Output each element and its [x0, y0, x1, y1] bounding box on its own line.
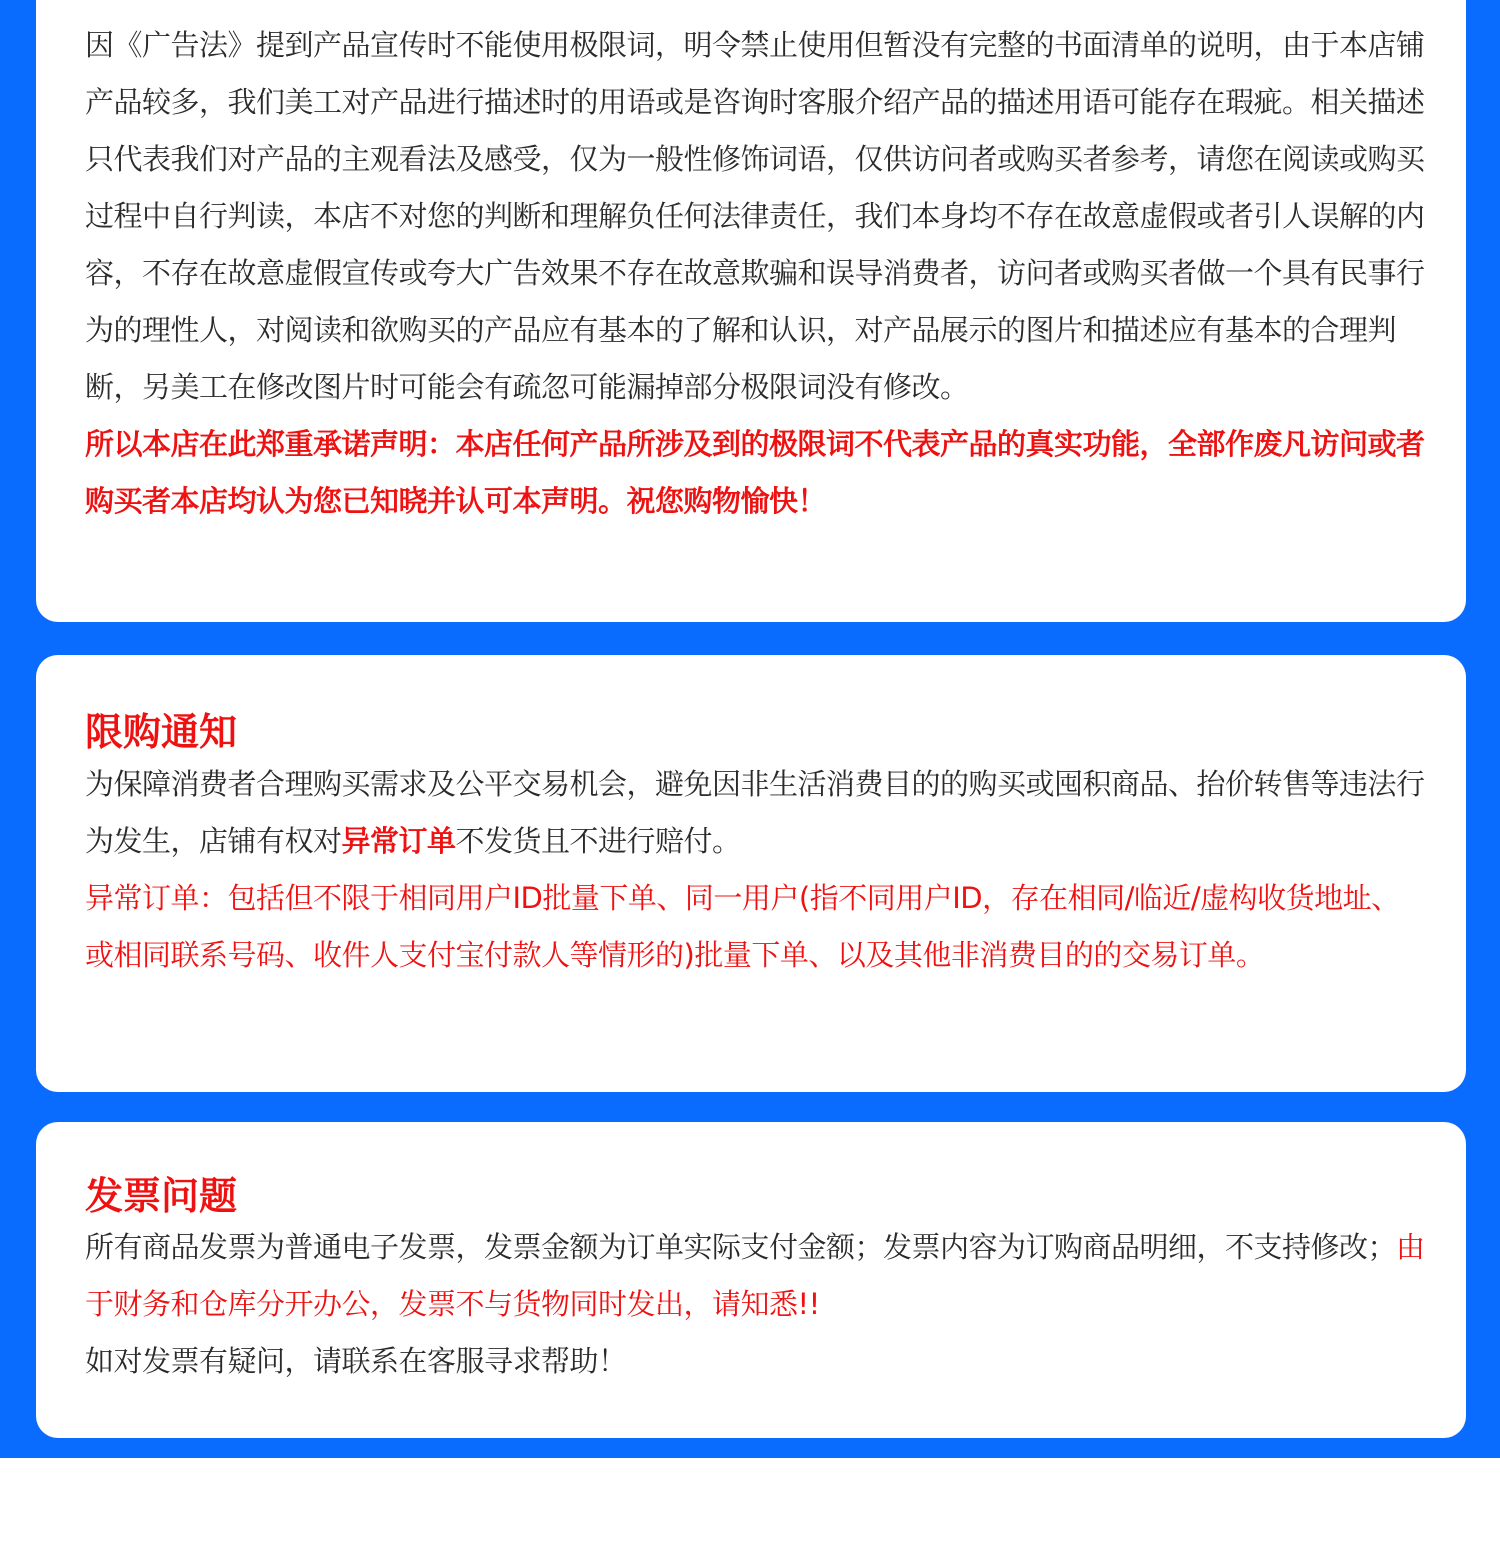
limit-words-body [85, 17, 1428, 530]
abnormal-order-note: 异常订单：包括但不限于相同用户ID批量下单、同一用户(指不同用户ID，存在相同/临近/虚构收货地址、或相同联系号码、收件人支付宝付款人等情形的)批量下单、以及其他非消费目的的交易订单。 [85, 881, 1400, 972]
invoice-help: 如对发票有疑问，请联系在客服寻求帮助！ [85, 1344, 627, 1378]
invoice-paragraph [85, 1219, 1428, 1333]
purchase-limit-paragraph [85, 756, 1428, 870]
invoice-title: 发票问题 [85, 1174, 238, 1218]
purchase-limit-paragraph-after: 不发货且不进行赔付。 [455, 824, 741, 858]
limit-words-statement: 所以本店在此郑重承诺声明：本店任何产品所涉及到的极限词不代表产品的真实功能，全部作废凡访问或者购买者本店均认为您已知晓并认可本声明。祝您购物愉快！ [85, 427, 1425, 518]
invoice-card [36, 1122, 1466, 1438]
purchase-limit-paragraph-before: 为保障消费者合理购买需求及公平交易机会，避免因非生活消费目的的购买或囤积商品、抬价转售等违法行为发生，店铺有权对 [85, 767, 1425, 858]
invoice-highlight: 由于财务和仓库分开办公，发票不与货物同时发出，请知悉!! [85, 1230, 1425, 1321]
limit-words-paragraph: 因《广告法》提到产品宣传时不能使用极限词，明令禁止使用但暂没有完整的书面清单的说明，由于本店铺产品较多，我们美工对产品进行描述时的用语或是咨询时客服介绍产品的描述用语可能存在瑕疵。相关描述只代表我们对产品的主观看法及感受，仅为一般性修饰词语，仅供访问者或购买者参考，请您在阅读或购买过程中自行判读，本店不对您的判断和理解负任何法律责任，我们本身均不存在故意虚假或者引人误解的内容，不存在故意虚假宣传或夸大广告效果不存在故意欺骗和误导消费者，访问者或购买者做一个具有民事行为的理性人，对阅读和欲购买的产品应有基本的了解和认识，对产品展示的图片和描述应有基本的合理判断，另美工在修改图片时可能会有疏忽可能漏掉部分极限词没有修改。 [85, 28, 1425, 404]
limit-words-card [36, 0, 1466, 622]
invoice-paragraph-before: 所有商品发票为普通电子发票，发票金额为订单实际支付金额；发票内容为订购商品明细，不支持修改； [85, 1230, 1397, 1264]
abnormal-order-highlight: 异常订单 [341, 824, 456, 858]
purchase-limit-body [85, 756, 1428, 984]
invoice-body [85, 1219, 1428, 1390]
purchase-limit-title: 限购通知 [85, 710, 238, 754]
purchase-limit-card [36, 655, 1466, 1092]
